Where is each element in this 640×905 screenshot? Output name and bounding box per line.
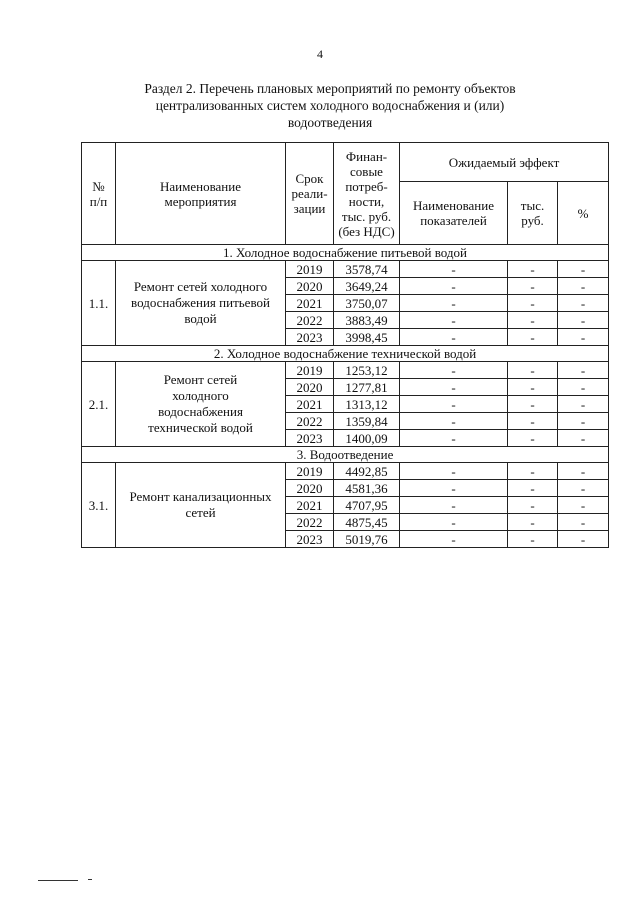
- year-cell: 2020: [286, 379, 334, 396]
- finance-cell: 3649,24: [334, 278, 400, 295]
- indicator-cell: -: [400, 396, 508, 413]
- finance-cell: 4492,85: [334, 463, 400, 480]
- indicator-cell: -: [400, 480, 508, 497]
- percent-cell: -: [558, 362, 609, 379]
- percent-cell: -: [558, 463, 609, 480]
- thousand-cell: -: [508, 413, 558, 430]
- section-row: [82, 447, 609, 463]
- percent-cell: -: [558, 430, 609, 447]
- percent-cell: -: [558, 295, 609, 312]
- section-row: [82, 245, 609, 261]
- year-cell: 2019: [286, 261, 334, 278]
- finance-cell: 1313,12: [334, 396, 400, 413]
- year-cell: 2022: [286, 413, 334, 430]
- year-cell: 2022: [286, 514, 334, 531]
- indicator-cell: -: [400, 463, 508, 480]
- header-term-text: Срок реали- зации: [291, 171, 328, 216]
- finance-cell: 3750,07: [334, 295, 400, 312]
- header-thousand: [508, 182, 558, 245]
- thousand-cell: -: [508, 362, 558, 379]
- percent-cell: -: [558, 379, 609, 396]
- page-number: 4: [317, 47, 323, 61]
- measure-number: 2.1.: [82, 362, 116, 447]
- percent-cell: -: [558, 312, 609, 329]
- finance-cell: 3578,74: [334, 261, 400, 278]
- thousand-cell: -: [508, 261, 558, 278]
- indicator-cell: -: [400, 413, 508, 430]
- finance-cell: 4875,45: [334, 514, 400, 531]
- thousand-cell: -: [508, 295, 558, 312]
- finance-cell: 4581,36: [334, 480, 400, 497]
- header-finance: [334, 143, 400, 245]
- indicator-cell: -: [400, 329, 508, 346]
- year-cell: 2021: [286, 497, 334, 514]
- year-cell: 2019: [286, 463, 334, 480]
- section-heading: 1. Холодное водоснабжение питьевой водой: [82, 245, 609, 261]
- thousand-cell: -: [508, 497, 558, 514]
- measure-name: Ремонт сетей холодного водоснабжения технической водой: [116, 362, 286, 447]
- year-cell: 2020: [286, 480, 334, 497]
- year-cell: 2021: [286, 396, 334, 413]
- percent-cell: -: [558, 329, 609, 346]
- year-cell: 2023: [286, 329, 334, 346]
- indicator-cell: -: [400, 514, 508, 531]
- footer-mark: [88, 879, 92, 880]
- header-name-text: Наименование мероприятия: [160, 178, 241, 209]
- measure-number: 1.1.: [82, 261, 116, 346]
- thousand-cell: -: [508, 514, 558, 531]
- header-percent-text: %: [577, 205, 589, 221]
- percent-cell: -: [558, 396, 609, 413]
- title-line-2: централизованных систем холодного водоснабжения и (или): [155, 98, 505, 113]
- thousand-cell: -: [508, 430, 558, 447]
- table-row: [82, 463, 609, 480]
- percent-cell: -: [558, 261, 609, 278]
- percent-cell: -: [558, 514, 609, 531]
- finance-cell: 4707,95: [334, 497, 400, 514]
- measure-name: Ремонт сетей холодного водоснабжения питьевой водой: [116, 261, 286, 346]
- percent-cell: -: [558, 413, 609, 430]
- measure-number: 3.1.: [82, 463, 116, 548]
- indicator-cell: -: [400, 261, 508, 278]
- thousand-cell: -: [508, 396, 558, 413]
- year-cell: 2022: [286, 312, 334, 329]
- percent-cell: -: [558, 497, 609, 514]
- percent-cell: -: [558, 480, 609, 497]
- year-cell: 2019: [286, 362, 334, 379]
- header-indicator: [400, 182, 508, 245]
- year-cell: 2020: [286, 278, 334, 295]
- indicator-cell: -: [400, 497, 508, 514]
- indicator-cell: -: [400, 430, 508, 447]
- thousand-cell: -: [508, 379, 558, 396]
- finance-cell: 1400,09: [334, 430, 400, 447]
- thousand-cell: -: [508, 278, 558, 295]
- finance-cell: 1253,12: [334, 362, 400, 379]
- header-finance-text: Финан- совые потреб- ности, тыс. руб. (без НДС): [338, 148, 395, 239]
- header-num-text: № п/п: [89, 178, 108, 209]
- finance-cell: 3883,49: [334, 312, 400, 329]
- finance-cell: 1359,84: [334, 413, 400, 430]
- header-indicator-text: Наименование показателей: [413, 198, 494, 228]
- header-effect: [400, 143, 609, 182]
- thousand-cell: -: [508, 531, 558, 548]
- section-heading: 2. Холодное водоснабжение технической водой: [82, 346, 609, 362]
- percent-cell: -: [558, 278, 609, 295]
- table-row: [82, 362, 609, 379]
- measure-name: Ремонт канализационных сетей: [116, 463, 286, 548]
- header-percent: [558, 182, 609, 245]
- finance-cell: 1277,81: [334, 379, 400, 396]
- year-cell: 2023: [286, 531, 334, 548]
- indicator-cell: -: [400, 531, 508, 548]
- finance-cell: 5019,76: [334, 531, 400, 548]
- header-num: [82, 143, 116, 245]
- footer-line: [38, 880, 78, 881]
- section-title: [110, 80, 550, 131]
- percent-cell: -: [558, 531, 609, 548]
- indicator-cell: -: [400, 278, 508, 295]
- indicator-cell: -: [400, 295, 508, 312]
- indicator-cell: -: [400, 379, 508, 396]
- year-cell: 2021: [286, 295, 334, 312]
- thousand-cell: -: [508, 463, 558, 480]
- thousand-cell: -: [508, 329, 558, 346]
- finance-cell: 3998,45: [334, 329, 400, 346]
- section-heading: 3. Водоотведение: [82, 447, 609, 463]
- title-line-1: Раздел 2. Перечень плановых мероприятий по ремонту объектов: [144, 81, 516, 96]
- header-term: [286, 143, 334, 245]
- thousand-cell: -: [508, 312, 558, 329]
- thousand-cell: -: [508, 480, 558, 497]
- indicator-cell: -: [400, 362, 508, 379]
- indicator-cell: -: [400, 312, 508, 329]
- table-body: [82, 245, 609, 548]
- header-name: [116, 143, 286, 245]
- header-effect-text: Ожидаемый эффект: [448, 154, 560, 170]
- header-thousand-text: тыс. руб.: [520, 198, 545, 228]
- year-cell: 2023: [286, 430, 334, 447]
- plan-table: [81, 142, 609, 548]
- section-row: [82, 346, 609, 362]
- title-line-3: водоотведения: [287, 115, 373, 130]
- table-row: [82, 261, 609, 278]
